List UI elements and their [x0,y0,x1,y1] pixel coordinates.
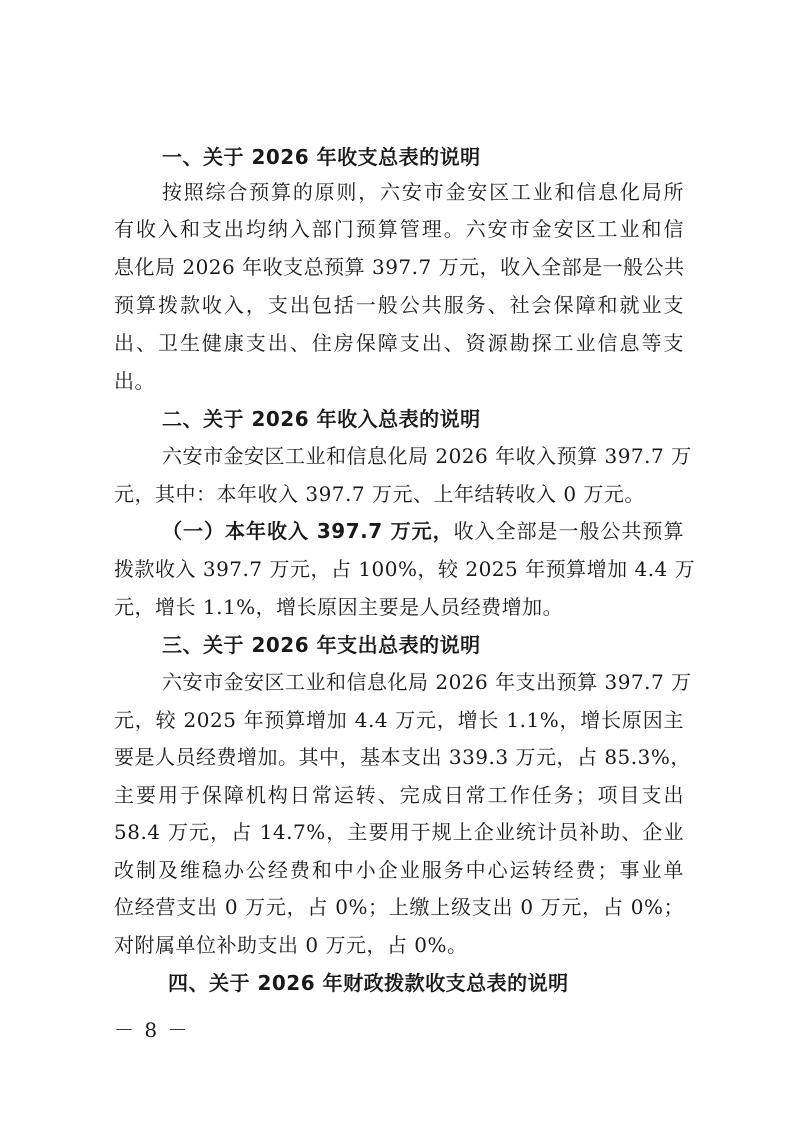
paragraph-line: 拨款收入 397.7 万元，占 100%，较 2025 年预算增加 4.4 万 [114,557,696,581]
section-heading-2: 二、关于 2026 年收入总表的说明 [162,407,481,431]
paragraph-line: 位经营支出 0 万元，占 0%；上缴上级支出 0 万元，占 0%； [114,895,684,919]
paragraph-line: 对附属单位补助支出 0 万元，占 0%。 [114,933,468,957]
section-heading-3: 三、关于 2026 年支出总表的说明 [162,633,481,657]
paragraph-line: 元，较 2025 年预算增加 4.4 万元，增长 1.1%，增长原因主 [114,708,684,732]
paragraph-line: 元，增长 1.1%，增长原因主要是人员经费增加。 [114,595,564,619]
paragraph-line: 要是人员经费增加。其中，基本支出 339.3 万元，占 85.3%， [114,745,691,769]
section-heading-4: 四、关于 2026 年财政拨款收支总表的说明 [168,971,569,995]
section-heading-1: 一、关于 2026 年收支总表的说明 [162,145,481,169]
paragraph-line: 六安市金安区工业和信息化局 2026 年支出预算 397.7 万 [162,670,692,694]
paragraph-line: 改制及维稳办公经费和中小企业服务中心运转经费；事业单 [114,858,684,882]
paragraph-line: 按照综合预算的原则，六安市金安区工业和信息化局所 [162,180,684,204]
paragraph-line: 有收入和支出均纳入部门预算管理。六安市金安区工业和信 [114,217,684,241]
paragraph-line: 元，其中：本年收入 397.7 万元、上年结转收入 0 万元。 [114,482,645,506]
paragraph-line: 六安市金安区工业和信息化局 2026 年收入预算 397.7 万 [162,444,692,468]
paragraph-line: 主要用于保障机构日常运转、完成日常工作任务；项目支出 [114,783,684,807]
page-number: － 8 － [114,1018,190,1042]
subsection-text: 收入全部是一般公共预算 [453,519,685,543]
paragraph-line: 58.4 万元，占 14.7%，主要用于规上企业统计员补助、企业 [114,820,684,844]
paragraph-line: 出、卫生健康支出、住房保障支出、资源勘探工业信息等支 [114,331,684,355]
paragraph-line: 息化局 2026 年收支总预算 397.7 万元，收入全部是一般公共 [114,255,685,279]
paragraph-line: 预算拨款收入，支出包括一般公共服务、社会保障和就业支 [114,293,684,317]
subsection-line [162,517,684,545]
paragraph-line: 出。 [114,369,155,393]
subsection-title: （一）本年收入 397.7 万元， [162,519,454,543]
